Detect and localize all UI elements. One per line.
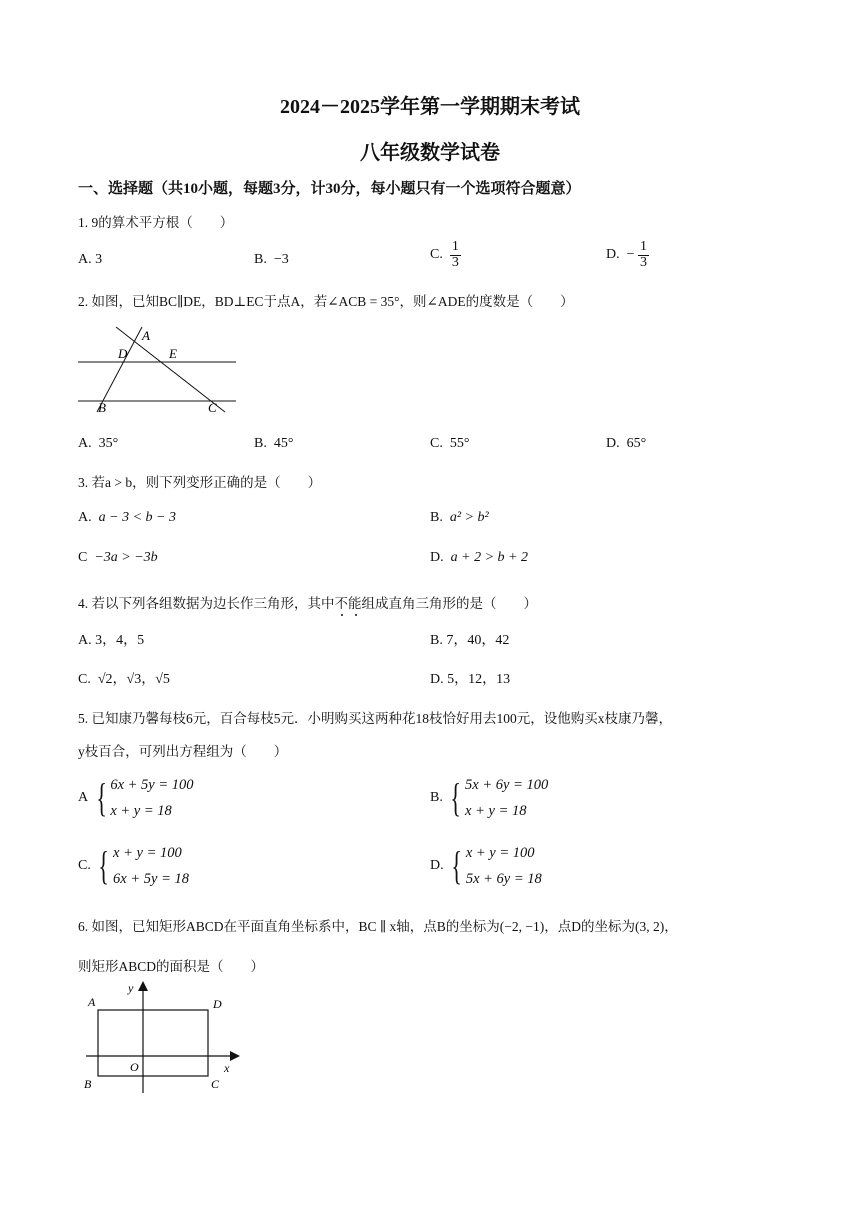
q4-stem-after: 组成直角三角形的是（ ） xyxy=(361,596,537,611)
brace-icon: { xyxy=(98,843,110,888)
option-value: a − 3 < b − 3 xyxy=(98,510,176,525)
option-label: D. xyxy=(430,672,444,687)
fraction xyxy=(450,240,461,270)
brace-icon: { xyxy=(95,775,107,820)
label-d: D xyxy=(118,346,128,361)
option-label: C. xyxy=(78,858,91,873)
section-heading: 一、选择题（共10小题，每题3分，计30分，每小题只有一个选项符合题意） xyxy=(78,181,581,197)
q5-stem-line2: y枝百合，可列出方程组为（ ） xyxy=(78,744,288,759)
equation-2: 6x + 5y = 18 xyxy=(113,871,189,887)
fraction xyxy=(638,240,649,270)
option-label: C. xyxy=(430,436,443,451)
option-value: 45° xyxy=(273,436,294,451)
q2-option-a xyxy=(78,436,118,452)
q4-option-b xyxy=(430,629,509,649)
fraction-numerator: 1 xyxy=(640,239,648,254)
q6-figure-coordinate-rectangle xyxy=(80,978,250,1098)
option-value: a² > b² xyxy=(449,510,489,525)
q3-option-a xyxy=(78,510,176,526)
q3-stem: 3. 若a > b，则下列变形正确的是（ ） xyxy=(78,475,322,490)
exam-subtitle: 八年级数学试卷 xyxy=(360,142,500,164)
q5-option-c xyxy=(78,840,189,892)
equation-system xyxy=(465,772,548,824)
q5-option-b xyxy=(430,772,548,824)
emphasis-char: 能 xyxy=(348,596,362,611)
option-value: 65° xyxy=(626,436,647,451)
minus-sign: − xyxy=(626,247,635,263)
emphasis-char: 不 xyxy=(334,596,348,611)
label-o: O xyxy=(130,1060,139,1074)
q2-option-b xyxy=(254,436,293,452)
option-label: A. xyxy=(78,252,92,267)
label-a: A xyxy=(88,995,96,1009)
option-label: C xyxy=(78,550,88,565)
equation-1: x + y = 100 xyxy=(113,845,182,861)
q3-option-d xyxy=(430,550,528,566)
q4-option-d xyxy=(430,668,510,688)
q2-figure-parallel-lines xyxy=(76,322,241,417)
brace-icon: { xyxy=(451,843,463,888)
option-label: A. xyxy=(78,633,92,648)
q1-option-b xyxy=(254,252,289,268)
option-label: B. xyxy=(254,436,267,451)
option-label: D. xyxy=(606,247,620,263)
option-value: 7，40，42 xyxy=(446,633,510,648)
q5-option-d xyxy=(430,840,542,892)
option-label: C. xyxy=(430,247,443,263)
equation-2: x + y = 18 xyxy=(110,803,172,819)
brace-icon: { xyxy=(450,775,462,820)
fraction-denominator: 3 xyxy=(640,254,648,270)
option-value: −3a > −3b xyxy=(94,550,158,565)
equation-2: 5x + 6y = 18 xyxy=(465,871,542,887)
equation-system xyxy=(466,840,542,892)
q4-stem xyxy=(78,592,537,612)
option-label: D. xyxy=(606,436,620,451)
x-axis-arrow-icon xyxy=(230,1051,240,1061)
label-d: D xyxy=(213,997,222,1011)
q6-stem-line2: 则矩形ABCD的面积是（ ） xyxy=(78,959,265,974)
option-label: D. xyxy=(430,858,444,873)
label-b: B xyxy=(98,400,106,415)
equation-1: x + y = 100 xyxy=(465,845,535,861)
option-label: B. xyxy=(430,633,443,648)
label-c: C xyxy=(208,400,217,415)
option-label: A. xyxy=(78,510,92,525)
exam-title: 2024－2025学年第一学期期末考试 xyxy=(280,96,580,118)
option-value: 3，4，5 xyxy=(95,633,145,648)
option-value: 5，12，13 xyxy=(447,672,511,687)
label-a: A xyxy=(142,328,150,343)
option-label: B. xyxy=(430,790,443,805)
q4-stem-before: 4. 若以下列各组数据为边长作三角形，其中 xyxy=(78,596,335,611)
equation-system xyxy=(110,772,193,824)
q2-stem: 2. 如图，已知BC∥DE，BD⊥EC于点A，若∠ACB = 35°，则∠ADE的度数是（ ） xyxy=(78,294,574,309)
q1-option-c xyxy=(430,240,461,270)
label-b: B xyxy=(84,1077,92,1091)
equation-2: x + y = 18 xyxy=(465,803,527,819)
q3-option-b xyxy=(430,510,489,526)
option-label: A. xyxy=(78,436,92,451)
q1-option-a xyxy=(78,252,102,268)
q5-option-a xyxy=(78,772,194,824)
option-value: 55° xyxy=(449,436,470,451)
q6-stem-line1: 6. 如图，已知矩形ABCD在平面直角坐标系中，BC ∥ x轴，点B的坐标为(−2, −1)，点D的坐标为(3, 2)， xyxy=(78,919,678,934)
label-y: y xyxy=(128,981,134,995)
label-c: C xyxy=(211,1077,220,1091)
q3-option-c xyxy=(78,550,158,566)
equation-1: 6x + 5y = 100 xyxy=(110,777,194,793)
option-value: 3 xyxy=(95,252,103,267)
q2-option-d xyxy=(606,436,646,452)
equation-1: 5x + 6y = 100 xyxy=(465,777,549,793)
q1-stem: 1. 9的算术平方根（ ） xyxy=(78,215,234,230)
option-label: B. xyxy=(430,510,443,525)
q1-option-d xyxy=(606,240,649,270)
rectangle-abcd xyxy=(98,1010,208,1076)
fraction-denominator: 3 xyxy=(451,254,459,270)
q4-option-c xyxy=(78,668,170,688)
q2-option-c xyxy=(430,436,469,452)
equation-system xyxy=(113,840,189,892)
label-e: E xyxy=(169,346,177,361)
option-value: −3 xyxy=(273,252,289,267)
option-value: √2，√3，√5 xyxy=(97,672,170,687)
q4-option-a xyxy=(78,629,144,649)
q5-stem-line1: 5. 已知康乃馨每枝6元，百合每枝5元．小明购买这两种花18枝恰好用去100元，设他购买x枝康乃馨， xyxy=(78,711,672,726)
label-x: x xyxy=(224,1061,230,1075)
option-label: A xyxy=(78,790,89,805)
option-label: B. xyxy=(254,252,267,267)
fraction-numerator: 1 xyxy=(451,239,459,254)
option-value: 35° xyxy=(98,436,119,451)
option-label: C. xyxy=(78,672,91,687)
option-value: a + 2 > b + 2 xyxy=(450,550,528,565)
option-label: D. xyxy=(430,550,444,565)
y-axis-arrow-icon xyxy=(138,981,148,991)
